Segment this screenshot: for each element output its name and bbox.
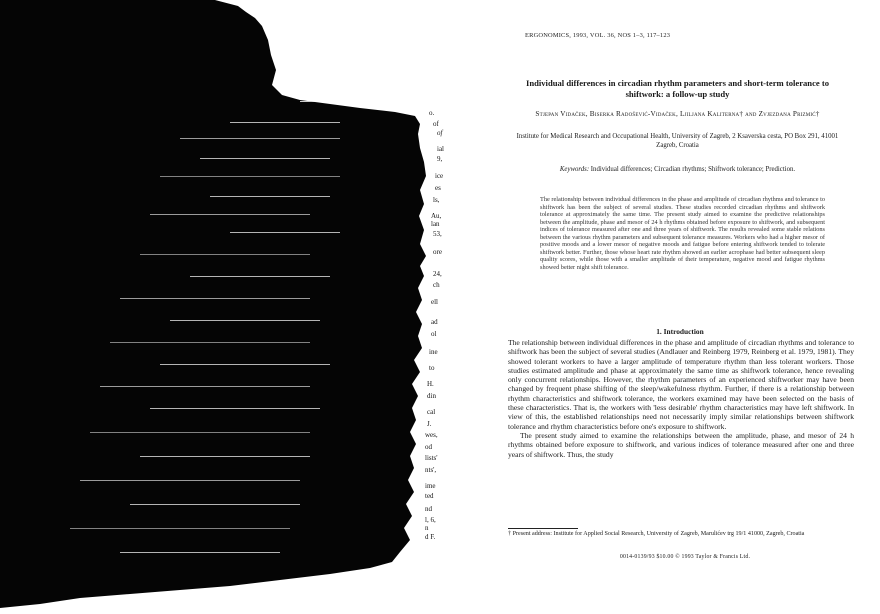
margin-fragment: n bbox=[425, 524, 429, 532]
margin-fragment: es bbox=[435, 184, 441, 192]
margin-fragment: nts', bbox=[425, 466, 437, 474]
abstract: The relationship between individual differences in the phase and amplitude of circadian rhythms and tolerance to shiftwork has been the subject of several studies. These studies recorded circadian rhythms and shiftwork tolerance at approximately the same time. The present study aimed to examine the predictive relationships between the amplitude, phase and mesor of 24 h rhythms obtained before exposure to shiftwork, and subsequent indices of tolerance measured after one and three years of shiftwork. The results revealed some stable relations between the various rhythm parameters and subsequent tolerance measures. Workers who had a higher mesor of positive moods and a lower mesor of negative moods and fatigue before entering shiftwork tended to tolerate shiftwork better. Further, those whose heart rate rhythm showed an earlier acrophase had better subsequent sleep quality scores, while those with a smaller amplitude of their temperature, negative mood and fatigue rhythms showed better night shift tolerance. bbox=[540, 196, 825, 271]
margin-fragment: od bbox=[425, 443, 432, 451]
margin-fragment: din bbox=[427, 392, 436, 400]
footnote-divider bbox=[508, 528, 578, 529]
journal-reference: ERGONOMICS, 1993, VOL. 36, NOS 1–3, 117–123 bbox=[525, 32, 671, 39]
margin-fragment: lists' bbox=[425, 454, 438, 462]
margin-fragment: ine bbox=[429, 348, 438, 356]
margin-fragment: cal bbox=[427, 408, 436, 416]
margin-fragment: H. bbox=[427, 380, 434, 388]
margin-fragment: ch bbox=[433, 281, 440, 289]
margin-fragment: wes, bbox=[425, 431, 438, 439]
author-affiliation: Institute for Medical Research and Occupational Health, University of Zagreb, 2 Ksaverska cesta, PO Box 291, 41001 Zagreb, Croatia bbox=[516, 133, 839, 149]
margin-fragment: J. bbox=[427, 420, 432, 428]
margin-fragment: l, 6, bbox=[425, 516, 436, 524]
keywords-label: Keywords: bbox=[559, 166, 590, 173]
margin-fragment: Au, bbox=[431, 212, 442, 220]
margin-fragment: ial bbox=[437, 145, 444, 153]
margin-fragment: ime bbox=[425, 482, 436, 490]
margin-fragment: ad bbox=[431, 318, 438, 326]
margin-fragment: d F. bbox=[425, 533, 436, 541]
margin-fragment: lan bbox=[431, 220, 440, 228]
margin-fragment: of bbox=[437, 129, 443, 137]
introduction-paragraph: The relationship between individual differences in the phase and amplitude of circadian rhythms and tolerance to shiftwork has been the subject of several studies (Andlauer and Reinberg 1979, Reinberg et al. 1979, 1981). They showed tolerant workers to have a larger amplitude of temperature rhythm than less tolerant workers. Those studies estimated amplitude and phase at approximately the same time as shiftwork tolerance, hence revealing only concurrent relationships. However, the rhythm parameters of an experienced shiftworker may have been changed by frequent phase shifting of the sleep/wakefulness rhythm. Further, if there is a relationship between rhythm characteristics and shiftwork tolerance, the workers examined may have been selected on the basis of these characteristics. That is, the workers with 'less desirable' rhythm characteristics may have left shiftwork. In view of this, the established relationships need not necessarily imply similar relationships between shiftwork tolerance and rhythm characteristics before one's exposure to shiftwork. bbox=[508, 338, 854, 431]
keywords-line bbox=[525, 166, 830, 175]
introduction-paragraph: The present study aimed to examine the relationships between the amplitude, phase, and mesor of 24 h rhythms obtained before exposure to shiftwork, and various indices of tolerance measured after one and three years of shiftwork. Thus, the study bbox=[508, 430, 854, 459]
footnote: † Present address: Institute for Applied Social Research, University of Zagreb, Marulićev trg 19/1 41000, Zagreb, Croatia bbox=[508, 531, 805, 537]
margin-fragment: o. bbox=[429, 109, 435, 117]
section-heading-introduction: 1. Introduction bbox=[656, 327, 704, 336]
keywords-text: Individual differences; Circadian rhythms; Shiftwork tolerance; Prediction. bbox=[590, 166, 796, 173]
margin-fragment: ore bbox=[433, 248, 442, 256]
copyright-line: 0014-0139/93 $10.00 © 1993 Taylor & Francis Ltd. bbox=[619, 554, 751, 560]
introduction-body bbox=[508, 338, 854, 459]
margin-fragment: 9, bbox=[437, 155, 443, 163]
margin-fragment: ted bbox=[425, 492, 434, 500]
margin-fragment: ol bbox=[431, 330, 437, 338]
article-title: Individual differences in circadian rhythm parameters and short-term tolerance to shiftwork: a follow-up study bbox=[525, 78, 830, 99]
margin-fragment: ice bbox=[435, 172, 444, 180]
author-list: Stjepan Vidaček, Biserka Radošević-Vidaček, Ljiljana Kaliterna† and Zvjezdana Prizmić† bbox=[535, 110, 820, 118]
margin-fragment: of bbox=[433, 120, 439, 128]
margin-fragment: to bbox=[429, 364, 435, 372]
margin-fragment: ell bbox=[431, 298, 438, 306]
margin-fragment: 24, bbox=[433, 270, 442, 278]
margin-fragment: 53, bbox=[433, 230, 442, 238]
margin-fragment: ls, bbox=[433, 196, 440, 204]
margin-fragment: nd bbox=[425, 505, 432, 513]
